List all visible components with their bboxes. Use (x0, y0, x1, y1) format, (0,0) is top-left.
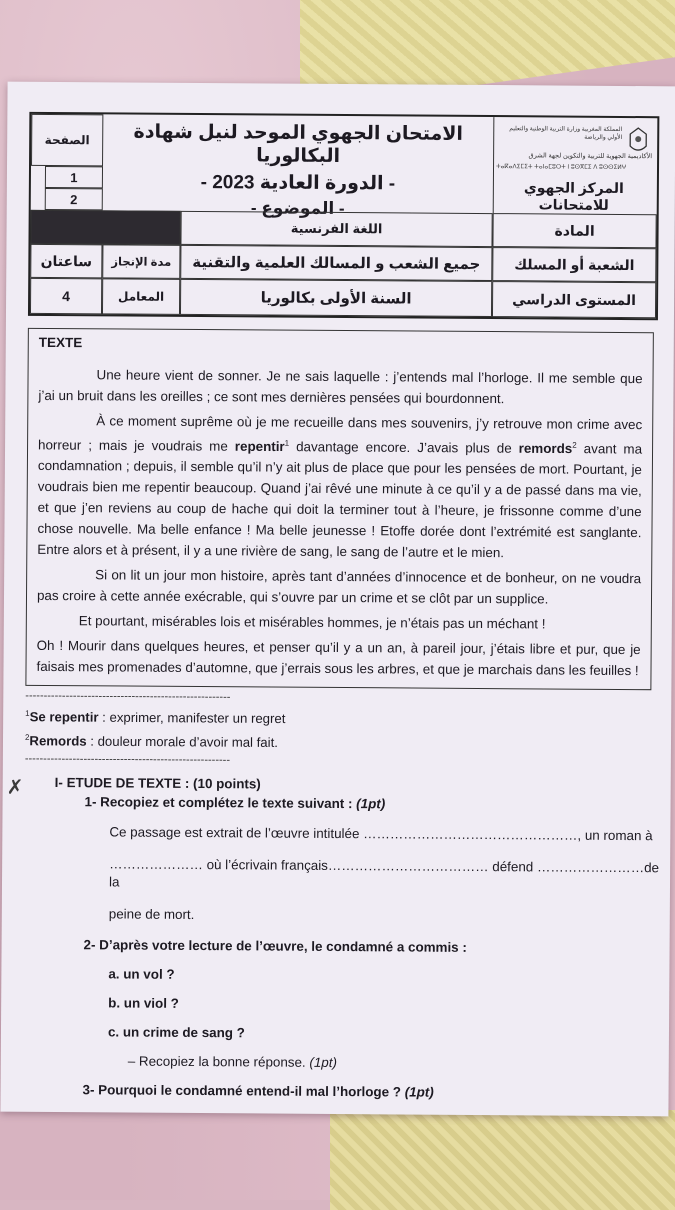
ministry-logo-block (493, 117, 658, 214)
keyword-repentir: repentir (234, 438, 285, 455)
footnote-ref-2: 2 (572, 440, 577, 450)
footnote-rule-bottom: -------------------------------------------------------- (24, 753, 231, 767)
question-1-line-1: Ce passage est extrait de l’œuvre intitulée …………………………………………, un roman à (109, 824, 653, 844)
instruction-text: – Recopiez la bonne réponse. (127, 1053, 306, 1071)
question-3-points: (1pt) (404, 1084, 434, 1100)
paragraph-2-part-c: avant ma condamnation ; depuis, il semble qu’il n’y ait plus de place que pour les pensées de mort. Pourtant, je voudrais bien me repentir beaucoup. Quand j’ai rêvé une minute à ce qu’il y a de passé dans ma vie, et que j’en reviens au coup de hache qui doit la terminer tout à l’heure, je frissonne comme d’une chose nouvelle. Ma belle enfance ! Ma belle jeunesse ! Etoffe dorée dont l’extrémité est sanglante. Entre alors et à présent, il y a une rivière de sang, le sang de l’autre et le mien. (37, 441, 643, 561)
coefficient-value: 4 (30, 278, 102, 315)
footnote-1-definition: : exprimer, manifester un regret (98, 710, 286, 727)
paragraph-2-part-a: À ce moment suprême où je me recueille dans mes souvenirs, j’y retrouve mon crime avec horreur ; mais je voudrais me (38, 413, 643, 454)
duration-value: ساعتان (30, 244, 102, 279)
academy-name-tifinagh: ⵜⴰⴽⴰⴷⵉⵎⵉⵜ ⵜⴰⵏⴰⵎⵓⵔⵜ ⵏ ⵓⵙⴳⵎⵉ ⴷ ⵓⵙⵙⵉⵍⵖ (495, 164, 627, 172)
footnotes (25, 690, 666, 769)
footnote-2-definition: : douleur morale d’avoir mal fait. (86, 733, 278, 750)
question-3-text: 3- Pourquoi le condamné entend-il mal l’horloge ? (82, 1082, 402, 1100)
paragraph-2-part-b: davantage encore. J’avais plus de (289, 439, 519, 456)
question-2-instruction (128, 1054, 663, 1073)
ministry-name: المملكة المغربية وزارة التربية الوطنية والتعليم الأولي والرياضة (509, 126, 623, 141)
footnote-2 (25, 728, 665, 756)
exam-sheet (0, 82, 675, 1117)
question-1 (85, 794, 665, 813)
exam-title: الامتحان الجهوي الموحد لنيل شهادة البكالوريا (133, 121, 464, 168)
footnote-1-number: 1 (25, 709, 30, 719)
question-2-option-c (108, 1025, 663, 1044)
level-value: السنة الأولى بكالوريا (180, 279, 492, 317)
duration-label: مدة الإنجاز (102, 244, 180, 279)
branch-label: الشعبة أو المسلك (492, 247, 656, 282)
page-label: الصفحة (31, 114, 103, 167)
question-3 (83, 1082, 663, 1101)
footnote-ref-1: 1 (284, 438, 290, 448)
paragraph-5: Oh ! Mourir dans quelques heures, et penser qu’il y a un an, à pareil jour, j’étais libre et pur, que je faisais mes promenades d’automne, que j’errais sous les arbres, et que je marchais dans les feuilles ! (36, 638, 641, 679)
branch-value: جميع الشعب و المسالك العلمية والتقنية (180, 245, 492, 281)
question-2-option-a (108, 967, 663, 986)
paragraph-3: Si on lit un jour mon histoire, après tant d’années d’innocence et de bonheur, on ne voudra pas croire à cette année exécrable, qui s’ouvre par un crime et se clôt par un supplice. (36, 567, 642, 607)
exam-subject-title: - الموضوع - (250, 198, 345, 219)
document (6, 112, 670, 1102)
option-b-text: b. un viol ? (108, 995, 179, 1012)
text-section-label: TEXTE (38, 334, 83, 351)
question-2-option-b (108, 996, 663, 1015)
footnote-rule-top: -------------------------------------------------------- (25, 690, 231, 704)
text-passage-frame (25, 328, 653, 691)
level-label: المستوى الدراسي (492, 281, 656, 318)
question-1-text: 1- Recopiez et complétez le texte suivant : (84, 794, 353, 812)
paragraph-2 (37, 410, 642, 565)
footnote-1-term: Se repentir (29, 709, 99, 726)
page-number-2: 2 (45, 188, 103, 210)
footnote-2-number: 2 (24, 732, 30, 742)
question-2-points: (1pt) (309, 1055, 338, 1071)
subject-label: المادة (492, 213, 656, 248)
exam-header-table (28, 112, 659, 320)
paragraph-1: Une heure vient de sonner. Je ne sais laquelle : j’entends mal l’horloge. Il me semble que j’ai un bruit dans les oreilles ; ce sont mes dernières pensées qui bourdonnent. (38, 367, 643, 407)
option-a-text: a. un vol ? (108, 966, 175, 983)
regional-center: المركز الجهوي للامتحانات (523, 179, 624, 213)
page-number-1: 1 (45, 166, 103, 188)
academy-name-ar: الأكاديمية الجهوية للتربية والتكوين لجهة الشرق (528, 152, 653, 161)
question-2: 2- D’après votre lecture de l’œuvre, le condamné a commis : (83, 937, 467, 956)
questions-section (6, 775, 665, 1101)
blank-dark-cell (30, 210, 180, 245)
background-yellow-fabric-bottom (330, 1110, 675, 1210)
exam-session: - الدورة العادية 2023 - (200, 172, 396, 195)
keyword-remords: remords (518, 440, 573, 457)
option-c-text: c. un crime de sang ? (107, 1024, 245, 1041)
pen-mark-icon: ✗ (6, 776, 24, 800)
subject-value: اللغة الفرنسية (180, 211, 492, 247)
footnote-2-term: Remords (29, 733, 87, 749)
coefficient-label: المعامل (102, 278, 180, 315)
paragraph-4: Et pourtant, misérables lois et misérables hommes, je n’étais pas un méchant ! (78, 613, 546, 632)
question-1-line-2: ………………… où l’écrivain français……………………………… défend ……………………de la (108, 856, 660, 890)
section-heading: I- ETUDE DE TEXTE : (10 points) (54, 775, 261, 792)
question-1-points: (1pt) (356, 796, 386, 812)
question-1-line-3: peine de mort. (108, 906, 195, 923)
exam-title-block (103, 114, 494, 219)
